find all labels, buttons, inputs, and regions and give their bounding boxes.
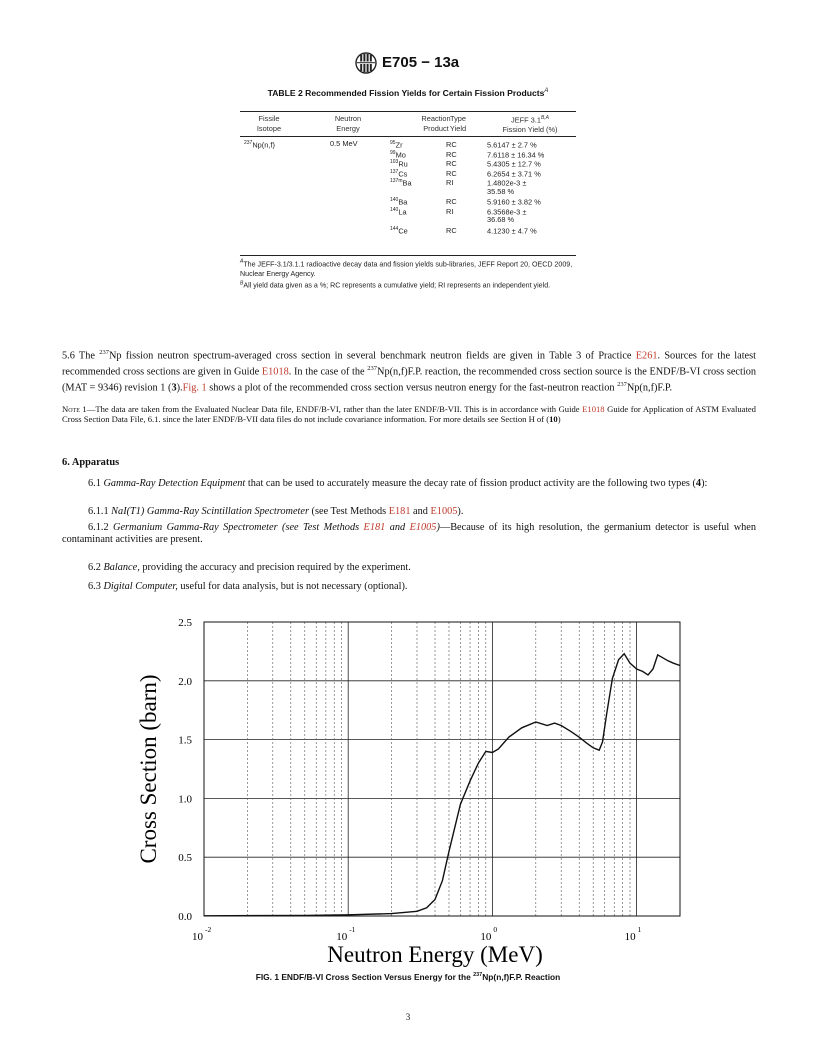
paragraph-6-1 (62, 478, 756, 490)
x-tick-label (480, 925, 497, 943)
col-header-line: Type (449, 114, 467, 123)
astm-logo-icon (354, 52, 378, 74)
text: that can be used to accurately measure the decay rate of fission product activity are the following two types ( (245, 478, 696, 489)
x-tick-labels (192, 925, 642, 943)
text: useful for data analysis, but is not necessary (optional). (177, 581, 408, 592)
table-title-note: A (544, 88, 549, 94)
table-footnotes (240, 258, 580, 291)
col-header-line: Yield (449, 123, 467, 133)
col-header-line: Energy (336, 123, 360, 133)
product-name: Mo (395, 149, 406, 159)
yield-value: 7.6118 ± 16.34 % (487, 149, 545, 159)
text: 6.2 (88, 562, 104, 573)
yield-value: 5.4305 ± 12.7 % (487, 159, 541, 169)
text: 6.3 (88, 581, 104, 592)
text: 6.1.2 (88, 522, 114, 533)
y-tick-label: 1.0 (178, 793, 192, 806)
product-name: Ce (398, 225, 408, 235)
text: ). (176, 382, 183, 394)
yield-type: RC (446, 225, 457, 235)
x-tick-exponent: -1 (349, 925, 356, 934)
x-tick-label (192, 925, 211, 943)
product-name: Zr (395, 140, 403, 150)
col-header-isotope (244, 114, 294, 133)
x-tick-label (625, 925, 642, 943)
italic-text: Digital Computer, (103, 581, 178, 592)
y-tick-label: 2.0 (178, 675, 192, 688)
cross-section-curve (204, 654, 680, 916)
footnote-text: All yield data given as a %; RC represents a cumulative yield; RI represents an independent yield. (243, 281, 551, 290)
paragraph-6-1-2 (62, 522, 756, 547)
col-header-yield (490, 114, 570, 134)
page-number: 3 (405, 1012, 411, 1022)
caption-text: Np(n,f)F.P. Reaction (482, 972, 561, 982)
text: Np fission neutron spectrum-averaged cross section in several benchmark neutron fields are given in Table 3 of Practice (108, 350, 636, 362)
product-name: Ba (398, 197, 408, 207)
link-e261[interactable]: E261 (635, 350, 658, 362)
x-tick-exponent: -2 (205, 925, 212, 934)
link-e1005-b[interactable]: E1005 (409, 522, 437, 533)
yield-type: RI (446, 206, 454, 216)
italic-text: Gamma-Ray Detection Equipment (103, 478, 246, 489)
link-e181[interactable]: E181 (388, 506, 411, 517)
product-mass: 99 (390, 149, 396, 156)
product-mass: 103 (390, 159, 399, 165)
paragraph-6-3 (62, 581, 756, 593)
col-header-energy (322, 114, 374, 133)
product-name: Cs (398, 168, 408, 178)
text: Np(n,f)F.P. (626, 382, 673, 394)
superscript: 237 (473, 972, 483, 979)
table-rule-bottom (240, 255, 576, 256)
x-tick-base: 10 (624, 931, 636, 943)
y-tick-label: 0.0 (178, 911, 192, 923)
y-axis-label: Cross Section (barn) (136, 674, 161, 864)
x-tick-base: 10 (336, 931, 348, 943)
link-e181-b[interactable]: E181 (363, 522, 386, 533)
text: . In the case of the (288, 366, 368, 378)
superscript: 237 (367, 364, 378, 372)
x-tick-exponent: 1 (637, 925, 642, 934)
paragraph-5-6 (62, 347, 756, 394)
text: 6.1.1 (88, 506, 112, 517)
product-mass: 137 (390, 168, 399, 175)
yield-type: RC (446, 197, 457, 207)
text: ) (557, 414, 561, 425)
table-title-text: TABLE 2 Recommended Fission Yields for Certain Fission Products (267, 87, 545, 98)
yield-type: RC (446, 140, 457, 150)
x-tick-base: 10 (480, 931, 492, 943)
link-e1005[interactable]: E1005 (430, 506, 458, 517)
italic-text: ) (436, 522, 440, 533)
yield-value: 1.4802e-3 ± (487, 178, 527, 188)
text: ). (457, 506, 464, 517)
yield-type: RI (446, 178, 454, 188)
x-tick-base: 10 (192, 931, 203, 943)
y-tick-label: 0.5 (178, 852, 192, 865)
col-header-line: Neutron (334, 114, 362, 123)
text: 6.1 (88, 478, 104, 489)
product-name: Ru (398, 159, 408, 169)
note-label: Note 1 (62, 404, 87, 414)
yield-type: RC (446, 168, 457, 178)
footnote-text: The JEFF-3.1/3.1.1 radioactive decay data and fission yields sub-libraries, JEFF Report 20, OECD 2009, Nuclear Energy Agency. (240, 260, 573, 278)
yield-value: 4.1230 ± 4.7 % (487, 225, 537, 235)
text: —The data are taken from the Evaluated Nuclear Data file, ENDF/B-VI, rather than the later ENDF/B-VII. This is in accordance with Guide (86, 404, 583, 414)
table-rule-head (240, 136, 576, 137)
product-mass: 144 (390, 225, 399, 232)
figure-caption (0, 972, 816, 982)
text: ): (701, 478, 708, 489)
reference-10[interactable]: 10 (549, 414, 558, 425)
reference-4[interactable]: 4 (695, 478, 702, 489)
isotope-mass: 237 (244, 140, 253, 146)
document-number: E705 − 13a (382, 54, 460, 71)
yield-value: 5.9160 ± 3.82 % (487, 197, 541, 207)
text: providing the accuracy and precision required by the experiment. (139, 562, 411, 573)
italic-text: Germanium Gamma-Ray Spectrometer (see Test Methods (113, 522, 364, 533)
y-tick-labels (178, 617, 192, 923)
text: and (410, 506, 431, 517)
yield-value: 6.3568e-3 ± (487, 206, 527, 216)
cell-isotope (244, 139, 275, 150)
text: (see Test Methods (308, 506, 389, 517)
product-mass: 140 (390, 197, 399, 203)
chart-grid (204, 622, 680, 916)
product-mass: 137m (390, 178, 403, 184)
yield-value: 6.2654 ± 3.71 % (487, 168, 541, 178)
page-header (0, 50, 816, 78)
footnote-b (240, 279, 580, 291)
paragraph-6-2 (62, 562, 756, 574)
paragraph-6-1-1 (62, 506, 756, 518)
superscript: 237 (617, 380, 627, 388)
text: . Sources for the latest recommended cross sections are given in Guide (62, 350, 756, 378)
text: —Because of its high resolution, the germanium detector is useful when contaminant activities are present. (62, 522, 756, 546)
link-e1018-note[interactable]: E1018 (582, 404, 605, 414)
footnote-mark: A (240, 259, 244, 265)
text: Guide for Application of ASTM Evaluated Cross Section Data File, 6.1. since the later ENDF/B-VII data files do not include covariance information. For more details see Section H of ( (62, 404, 756, 425)
product-name: La (398, 206, 407, 216)
yield-type: RC (446, 149, 457, 159)
link-fig1[interactable]: Fig. 1 (182, 382, 207, 394)
yield-value: 5.6147 ± 2.7 % (487, 140, 537, 150)
x-axis-label: Neutron Energy (MeV) (327, 942, 543, 967)
table-title (240, 86, 576, 99)
col-header-line: Fissile (258, 114, 280, 123)
italic-text: NaI(T1) Gamma-Ray Scintillation Spectrometer (111, 506, 309, 517)
note-1 (62, 404, 756, 425)
product-mass: 140 (390, 206, 399, 213)
isotope-label: Np(n,f) (252, 140, 275, 150)
table-row (390, 225, 537, 236)
y-tick-label: 1.5 (178, 734, 192, 747)
yield-value-cont: 35.58 % (487, 186, 515, 196)
table-rule-top (240, 111, 576, 112)
x-tick-exponent: 0 (493, 925, 498, 934)
y-tick-label: 2.5 (178, 617, 192, 629)
footnote-a (240, 258, 580, 279)
plot-frame (204, 622, 680, 916)
col-header-note: B,A (540, 115, 550, 121)
x-tick-label (336, 925, 355, 943)
text: 5.6 The (62, 350, 100, 362)
footnote-mark: B (240, 280, 244, 287)
cell-energy: 0.5 MeV (330, 139, 358, 148)
product-name: Ba (402, 178, 412, 188)
col-header-line: Reaction (421, 114, 451, 123)
cross-section-chart (120, 612, 700, 992)
yield-value-cont: 36.68 % (487, 215, 515, 224)
section-heading: 6. Apparatus (62, 457, 120, 468)
link-e1018[interactable]: E1018 (261, 366, 289, 378)
col-header-line: JEFF 3.1 (510, 115, 541, 125)
reference-3[interactable]: 3 (171, 382, 177, 394)
yield-type: RC (446, 159, 457, 169)
product-mass: 95 (390, 140, 396, 146)
col-header-line: Product (423, 123, 449, 133)
superscript: 237 (99, 349, 109, 356)
col-header-line: Isotope (256, 123, 282, 133)
caption-text: FIG. 1 ENDF/B-VI Cross Section Versus Energy for the (255, 972, 474, 982)
text: shows a plot of the recommended cross section versus neutron energy for the fast-neutron reaction (206, 382, 618, 394)
italic-text: Balance, (103, 562, 140, 573)
col-header-type (442, 114, 474, 133)
col-header-line: Fission Yield (%) (502, 124, 558, 134)
text: Np(n,f)F.P. reaction, the recommended cross section source is the ENDF/B-VI cross section (MAT = 9346) revision 1 ( (62, 366, 756, 394)
italic-text: and (385, 522, 410, 533)
